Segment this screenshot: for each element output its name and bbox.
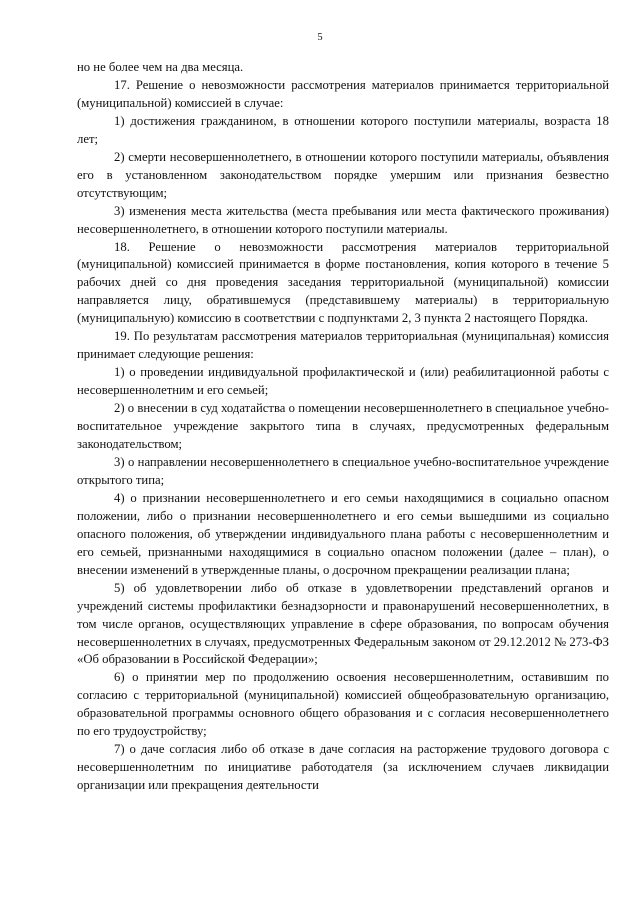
paragraph-item-19-4: 4) о признании несовершеннолетнего и его семьи находящимися в социально опасном положении, либо о признании несовершеннолетнего и его семьи вышедшими из социально опасного положения, об утверждении индивидуального плана работы с несовершеннолетним и его семьей, признанными находящимися в социально опасном положении (далее – план), о внесении изменений в утвержденные планы, о досрочном прекращении реализации плана; bbox=[77, 490, 609, 577]
paragraph-item-19-2: 2) о внесении в суд ходатайства о помещении несовершеннолетнего в специальное учебно-воспитательное учреждение закрытого типа в случаях, предусмотренных федеральным законодательством; bbox=[77, 401, 609, 452]
paragraph-item-19-6: 6) о принятии мер по продолжению освоения несовершеннолетним, оставившим по согласию с территориальной (муниципальной) комиссией общеобразовательную организацию, образовательной программы основного общего образования и с согласия несовершеннолетнего по его трудоустройству; bbox=[77, 670, 609, 739]
paragraph-item-19: 19. По результатам рассмотрения материалов территориальная (муниципальная) комиссия принимает следующие решения: bbox=[77, 329, 609, 362]
paragraph-item-19-7: 7) о даче согласия либо об отказе в даче согласия на расторжение трудового договора с несовершеннолетним по инициативе работодателя (за исключением случаев ликвидации организации или прекращения деятельности bbox=[77, 742, 609, 793]
paragraph-item-19-3: 3) о направлении несовершеннолетнего в специальное учебно-воспитательное учреждение открытого типа; bbox=[77, 454, 609, 487]
paragraph-item-17-1: 1) достижения гражданином, в отношении которого поступили материалы, возраста 18 лет; bbox=[77, 113, 609, 146]
paragraph-continuation: но не более чем на два месяца. bbox=[77, 60, 244, 74]
paragraph-item-18: 18. Решение о невозможности рассмотрения материалов территориальной (муниципальной) комиссией принимается в форме постановления, копия которого в течение 5 рабочих дней со дня проведения заседания территориальной (муниципальной) комиссии направляется лицу, обратившемуся (представившему материалы) в территориальную (муниципальную) комиссию в соответствии с подпунктами 2, 3 пункта 2 настоящего Порядка. bbox=[77, 239, 609, 326]
paragraph-item-17-3: 3) изменения места жительства (места пребывания или места фактического проживания) несовершеннолетнего, в отношении которого поступили материалы. bbox=[77, 203, 609, 236]
document-body bbox=[77, 59, 609, 795]
paragraph-item-19-5: 5) об удовлетворении либо об отказе в удовлетворении представлений органов и учреждений системы профилактики безнадзорности и правонарушений несовершеннолетних, в том числе органов, осуществляющих управление в сфере образования, по вопросам обучения несовершеннолетних в случаях, предусмотренных Федеральным законом от 29.12.2012 № 273-ФЗ «Об образовании в Российской Федерации»; bbox=[77, 580, 609, 667]
paragraph-item-17: 17. Решение о невозможности рассмотрения материалов принимается территориальной (муниципальной) комиссией в случае: bbox=[77, 77, 609, 110]
paragraph-item-17-2: 2) смерти несовершеннолетнего, в отношении которого поступили материалы, объявления его в установленном законодательством порядке умершим или признания безвестно отсутствующим; bbox=[77, 149, 609, 200]
paragraph-item-19-1: 1) о проведении индивидуальной профилактической и (или) реабилитационной работы с несовершеннолетним и его семьей; bbox=[77, 365, 609, 398]
page-number: 5 bbox=[317, 32, 323, 43]
